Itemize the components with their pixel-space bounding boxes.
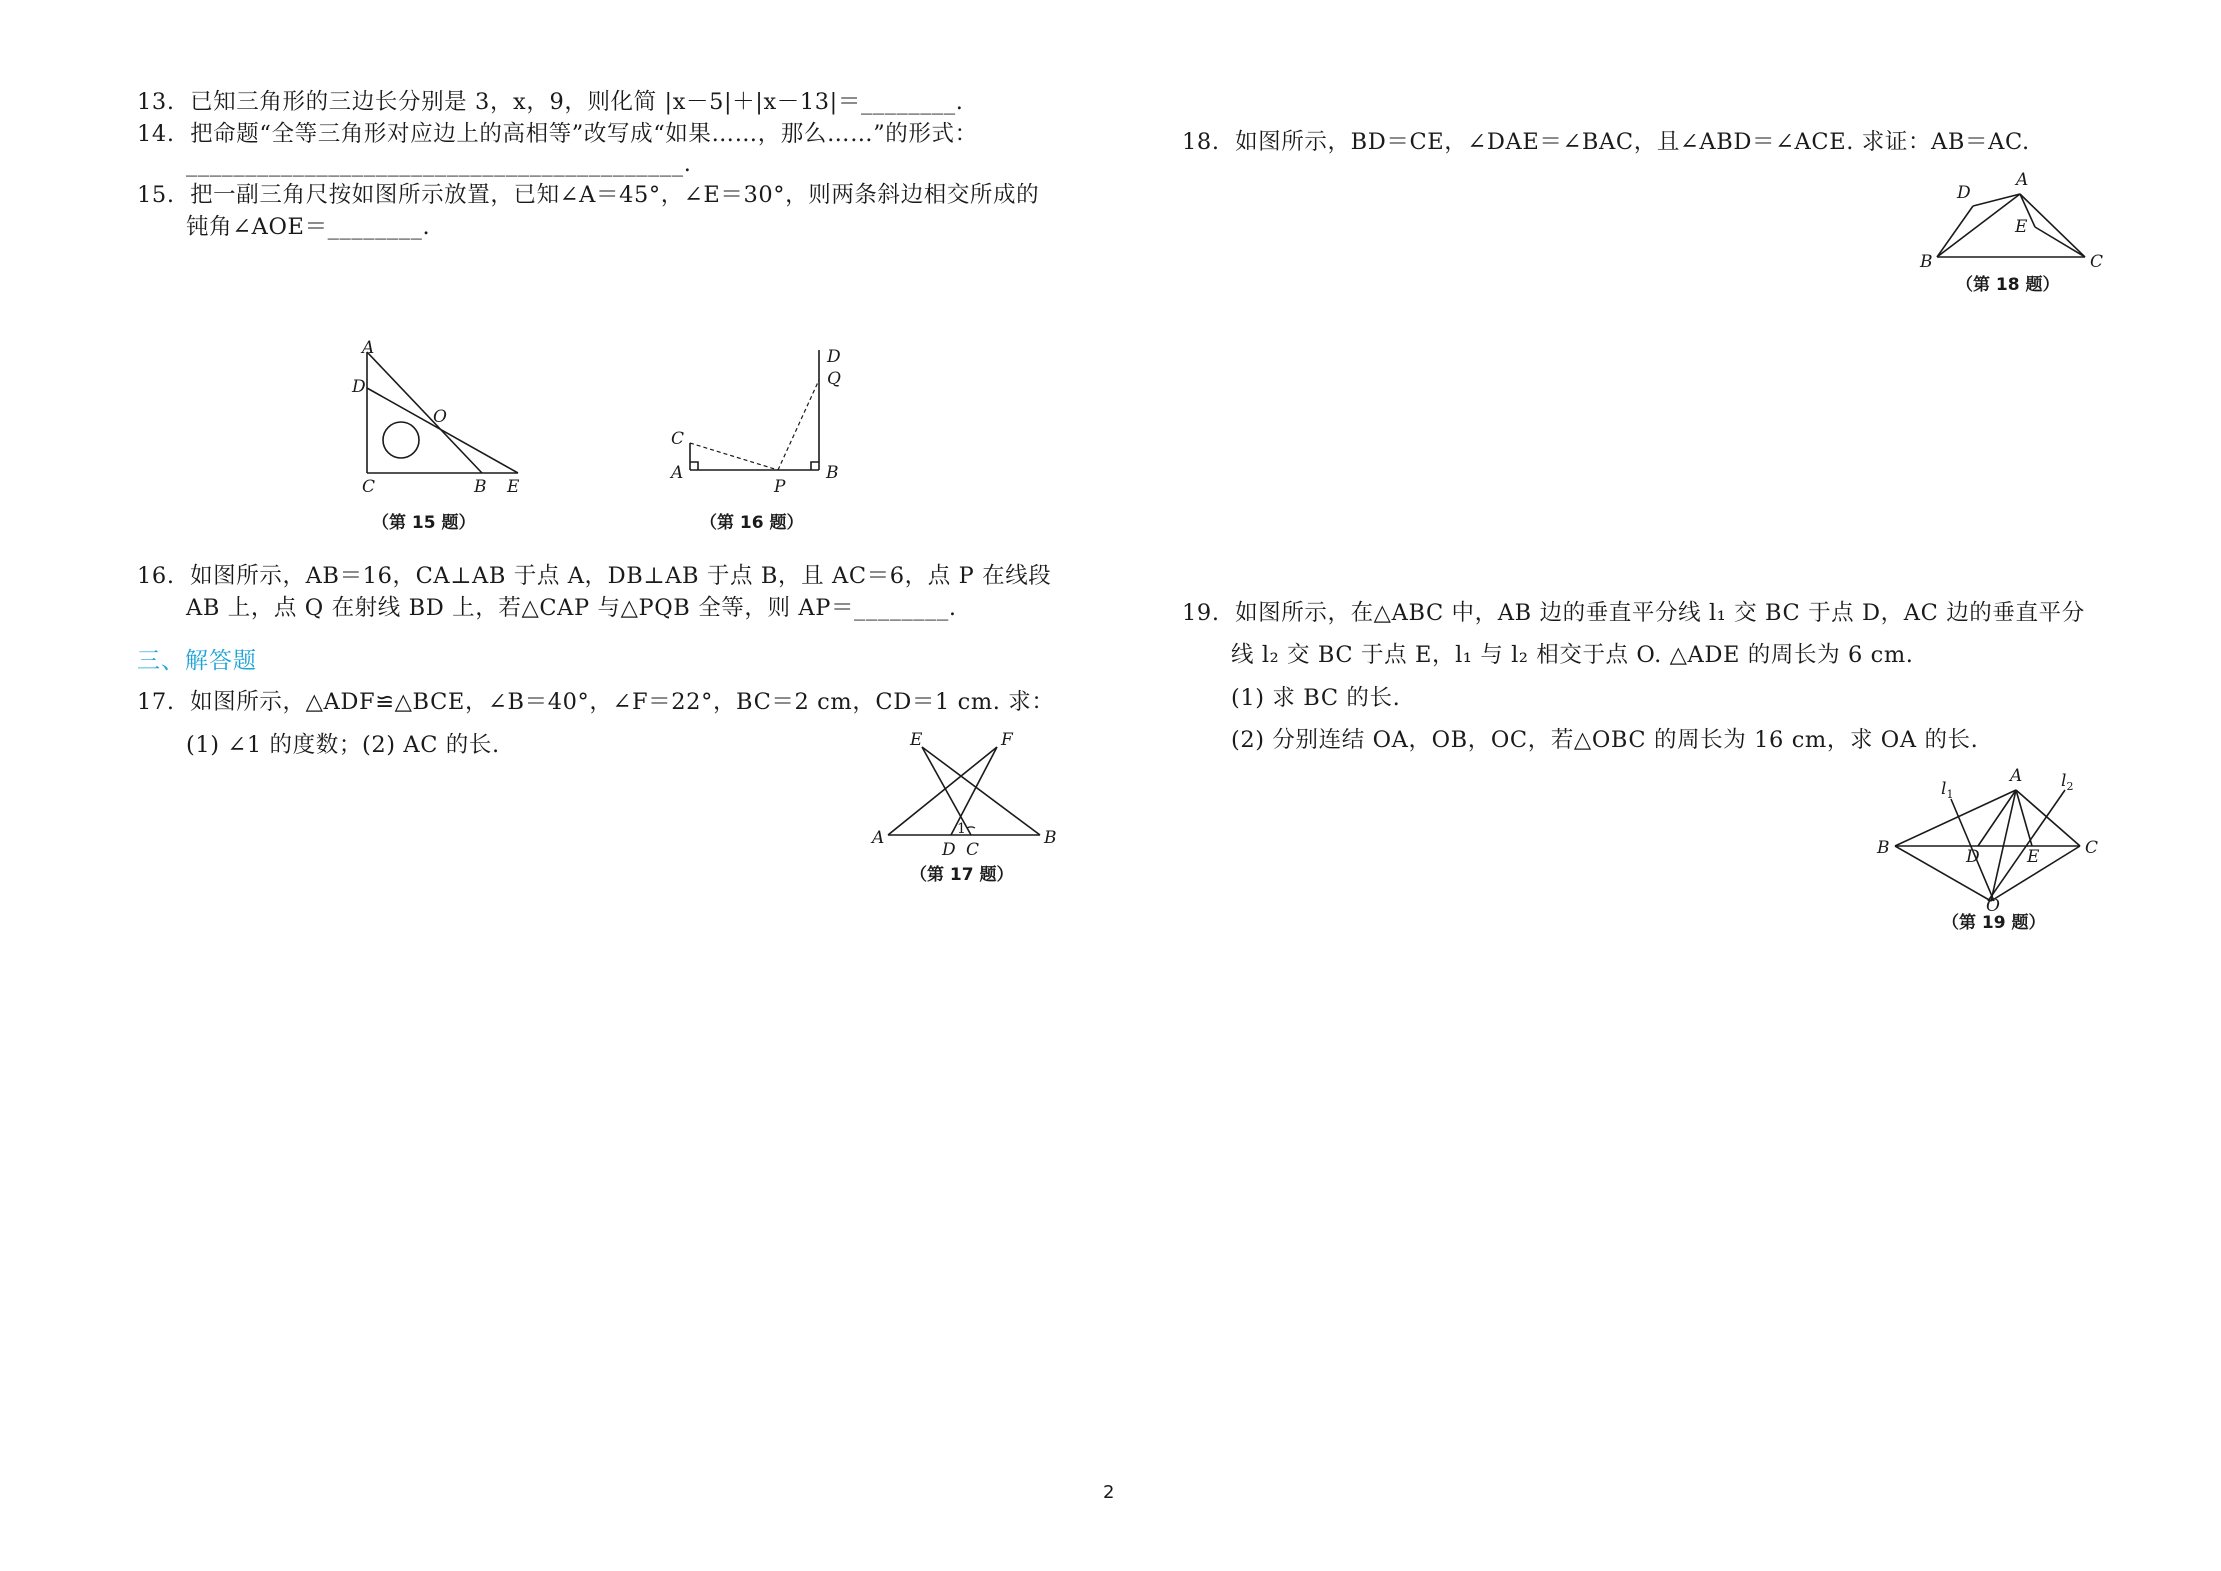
- question-17-line1: 17. 如图所示，△ADF≌△BCE，∠B＝40°，∠F＝22°，BC＝2 cm，CD＝1 cm. 求：: [137, 689, 1055, 715]
- fig15-side-de: [367, 388, 518, 473]
- fig15-label-c: C: [362, 477, 376, 497]
- fig17-label-d: D: [942, 840, 956, 860]
- section-heading: 三、解答题: [137, 648, 257, 674]
- figure-19-caption: （第 19 题）: [1942, 913, 2046, 933]
- question-15-line2: 钝角∠AOE＝________.: [186, 214, 431, 240]
- fig19-label-l2: $l_2$: [2061, 771, 2074, 793]
- fig17-label-e: E: [910, 730, 923, 750]
- figure-18: [1920, 168, 2115, 273]
- fig15-side-ab: [367, 352, 482, 473]
- figure-15: [340, 340, 540, 500]
- fig15-label-a: A: [362, 338, 375, 358]
- fig18-segment-ec: [2035, 227, 2085, 257]
- fig16-segment-cp: [690, 443, 778, 470]
- figure-19: [1855, 765, 2100, 915]
- fig15-label-b: B: [474, 477, 487, 497]
- fig19-label-o: O: [1986, 896, 2000, 916]
- fig15-label-o: O: [433, 407, 447, 427]
- fig18-label-c: C: [2090, 252, 2104, 272]
- question-17-line2: (1) ∠1 的度数；(2) AC 的长.: [186, 732, 500, 758]
- fig16-right-angle-a: [690, 462, 698, 470]
- fig18-label-a: A: [2016, 170, 2029, 190]
- fig18-label-e: E: [2015, 217, 2028, 237]
- question-19-line1: 19. 如图所示，在△ABC 中，AB 边的垂直平分线 l₁ 交 BC 于点 D，AC 边的垂直平分: [1182, 600, 2085, 626]
- fig17-label-b: B: [1044, 828, 1057, 848]
- question-15-line1: 15. 把一副三角尺按如图所示放置，已知∠A＝45°，∠E＝30°，则两条斜边相交所成的: [137, 182, 1040, 208]
- figure-15-caption: （第 15 题）: [372, 513, 476, 533]
- fig16-label-q: Q: [827, 369, 841, 389]
- fig16-segment-pq: [778, 380, 819, 470]
- fig19-label-d: D: [1966, 847, 1980, 867]
- fig15-label-e: E: [507, 477, 520, 497]
- figure-17-caption: （第 17 题）: [910, 865, 1014, 885]
- fig16-label-d: D: [827, 347, 841, 367]
- question-16-line1: 16. 如图所示，AB＝16，CA⊥AB 于点 A，DB⊥AB 于点 B，且 AC＝6，点 P 在线段: [137, 563, 1052, 589]
- fig19-label-b: B: [1877, 838, 1890, 858]
- figure-17: [870, 725, 1060, 860]
- question-19-part1: (1) 求 BC 的长.: [1231, 685, 1401, 711]
- question-18: 18. 如图所示，BD＝CE，∠DAE＝∠BAC，且∠ABD＝∠ACE. 求证：AB＝AC.: [1182, 129, 2030, 155]
- question-13: 13. 已知三角形的三边长分别是 3，x，9，则化简 |x－5|＋|x－13|＝________.: [137, 89, 964, 115]
- fig18-label-b: B: [1920, 252, 1933, 272]
- fig15-circle: [383, 422, 419, 458]
- page-number: 2: [1103, 1482, 1115, 1503]
- fig18-segment-ac: [2020, 194, 2085, 257]
- fig16-label-b: B: [826, 463, 839, 483]
- fig16-label-c: C: [671, 429, 685, 449]
- fig17-label-angle-1: 1: [957, 821, 966, 837]
- fig19-label-l1: $l_1$: [1941, 779, 1954, 801]
- figure-16-caption: （第 16 题）: [700, 513, 804, 533]
- question-14-answer-blank: __________________________________________.: [186, 151, 692, 177]
- fig18-label-d: D: [1957, 183, 1971, 203]
- fig19-label-a: A: [2010, 766, 2023, 786]
- question-14-line1: 14. 把命题“全等三角形对应边上的高相等”改写成“如果……，那么……”的形式：: [137, 121, 978, 147]
- fig19-label-c: C: [2085, 838, 2099, 858]
- fig17-label-a: A: [872, 828, 885, 848]
- fig17-angle-1-arc: [967, 827, 975, 828]
- figure-18-caption: （第 18 题）: [1956, 275, 2060, 295]
- fig15-label-d: D: [352, 377, 366, 397]
- question-16-line2: AB 上，点 Q 在射线 BD 上，若△CAP 与△PQB 全等，则 AP＝________.: [186, 595, 957, 621]
- question-19-part2: (2) 分别连结 OA，OB，OC，若△OBC 的周长为 16 cm，求 OA 的长.: [1231, 727, 1979, 753]
- fig19-segment-ae: [2016, 790, 2032, 846]
- figure-16: [665, 340, 865, 500]
- fig16-label-p: P: [774, 477, 786, 497]
- fig16-label-a: A: [671, 463, 684, 483]
- fig17-label-f: F: [1001, 730, 1013, 750]
- fig18-segment-ab: [1937, 194, 2020, 257]
- fig19-segment-ac: [2016, 790, 2080, 846]
- fig19-label-e: E: [2027, 847, 2040, 867]
- fig16-right-angle-b: [811, 462, 819, 470]
- question-19-line2: 线 l₂ 交 BC 于点 E，l₁ 与 l₂ 相交于点 O. △ADE 的周长为 6 cm.: [1231, 642, 1914, 668]
- fig18-segment-bd: [1937, 206, 1973, 257]
- fig17-label-c: C: [966, 840, 980, 860]
